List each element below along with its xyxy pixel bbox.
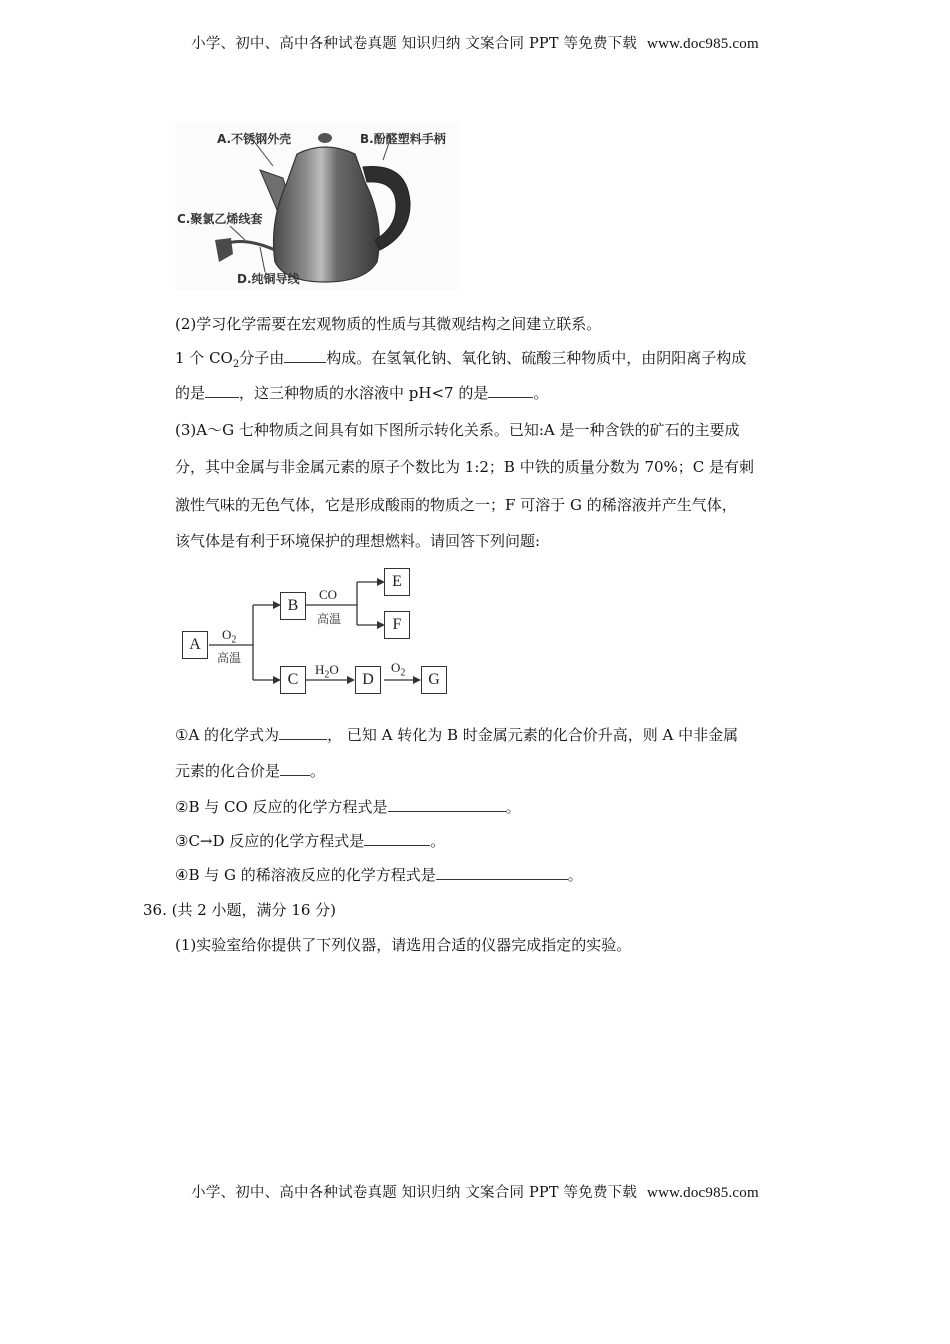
footer-url[interactable]: www.doc985.com xyxy=(647,1185,759,1201)
label-a-stainless-shell: A.不锈钢外壳 xyxy=(217,132,292,146)
node-f: F xyxy=(384,611,410,639)
answer-blank[interactable] xyxy=(488,383,533,398)
node-g: G xyxy=(421,666,447,694)
q3-line3: 激性气味的无色气体，它是形成酸雨的物质之一；F 可溶于 G 的稀溶液并产生气体， xyxy=(175,496,737,514)
subq-1-line2 xyxy=(175,760,325,781)
q2-text: 的是 xyxy=(175,384,206,402)
answer-blank[interactable] xyxy=(364,831,430,846)
subq-text: 。 xyxy=(310,762,326,780)
edge-cd-reagent: $H_2O$ xyxy=(315,662,339,681)
q3-line4: 该气体是有利于环境保护的理想燃料。请回答下列问题: xyxy=(175,532,541,550)
subq-4 xyxy=(175,864,583,885)
q3-line2: 分，其中金属与非金属元素的原子个数比为 1:2；B 中铁的质量分数为 70%；C 是有刺 xyxy=(175,458,755,476)
q2-line3 xyxy=(175,382,548,403)
node-b: B xyxy=(280,592,306,620)
q2-line2 xyxy=(175,347,746,370)
node-d: D xyxy=(355,666,381,694)
q2-text: 构成。在氢氧化钠、氧化钠、硫酸三种物质中，由阴阳离子构成 xyxy=(326,349,747,367)
answer-blank[interactable] xyxy=(205,383,239,398)
subq-text: ②B 与 CO 反应的化学方程式是 xyxy=(175,798,388,816)
conversion-flow-diagram xyxy=(175,560,455,700)
header-url[interactable]: www.doc985.com xyxy=(647,36,759,52)
label-b-phenolic-handle: B.酚醛塑料手柄 xyxy=(360,132,446,146)
subq-text: ③C→D 反应的化学方程式是 xyxy=(175,832,365,850)
answer-blank[interactable] xyxy=(436,865,568,880)
page-footer xyxy=(0,1181,950,1202)
q36-title: 36. (共 2 小题，满分 16 分) xyxy=(143,901,337,919)
q3-line1: (3)A～G 七种物质之间具有如下图所示转化关系。已知:A 是一种含铁的矿石的主要成 xyxy=(175,421,740,439)
answer-blank[interactable] xyxy=(279,725,327,740)
q2-text: 。 xyxy=(533,384,549,402)
subq-text: 。 xyxy=(567,866,583,884)
subq-2 xyxy=(175,796,521,817)
node-e: E xyxy=(384,568,410,596)
label-d-copper-wire: D.纯铜导线 xyxy=(237,272,300,286)
answer-blank[interactable] xyxy=(388,797,506,812)
q2-line1: (2)学习化学需要在宏观物质的性质与其微观结构之间建立联系。 xyxy=(175,315,602,333)
subq-text: ④B 与 G 的稀溶液反应的化学方程式是 xyxy=(175,866,436,884)
subq-text: 元素的化合价是 xyxy=(175,762,281,780)
kettle-figure xyxy=(175,122,460,290)
answer-blank[interactable] xyxy=(280,761,310,776)
edge-b-condition: 高温 xyxy=(317,612,342,626)
edge-a-reagent: $O_2$ xyxy=(222,627,237,646)
footer-text: 小学、初中、高中各种试卷真题 知识归纳 文案合同 PPT 等免费下载 xyxy=(191,1185,638,1201)
subq-text: ①A 的化学式为 xyxy=(175,726,280,744)
kettle-illustration xyxy=(175,122,460,290)
q2-text: 分子由 xyxy=(239,349,285,367)
subq-text: 。 xyxy=(505,798,521,816)
edge-b-reagent: CO xyxy=(319,587,338,602)
subq-3 xyxy=(175,830,445,851)
node-a: A xyxy=(182,631,208,659)
label-c-pvc-sleeve: C.聚氯乙烯线套 xyxy=(177,212,263,226)
q36-line1: (1)实验室给你提供了下列仪器，请选用合适的仪器完成指定的实验。 xyxy=(175,936,632,954)
answer-blank[interactable] xyxy=(284,348,326,363)
q2-text: ，这三种物质的水溶液中 pH<7 的是 xyxy=(239,384,489,402)
node-c: C xyxy=(280,666,306,694)
subq-text: 。 xyxy=(430,832,446,850)
header-text: 小学、初中、高中各种试卷真题 知识归纳 文案合同 PPT 等免费下载 xyxy=(191,36,638,52)
subq-text: ， 已知 A 转化为 B 时金属元素的化合价升高，则 A 中非金属 xyxy=(327,726,739,744)
q2-text: 1 个 CO xyxy=(175,349,233,367)
subq-1-line1 xyxy=(175,724,738,745)
page-header xyxy=(0,32,950,53)
subscript: 2 xyxy=(232,359,240,370)
edge-a-condition: 高温 xyxy=(217,651,242,665)
edge-dg-reagent: $O_2$ xyxy=(391,660,406,679)
